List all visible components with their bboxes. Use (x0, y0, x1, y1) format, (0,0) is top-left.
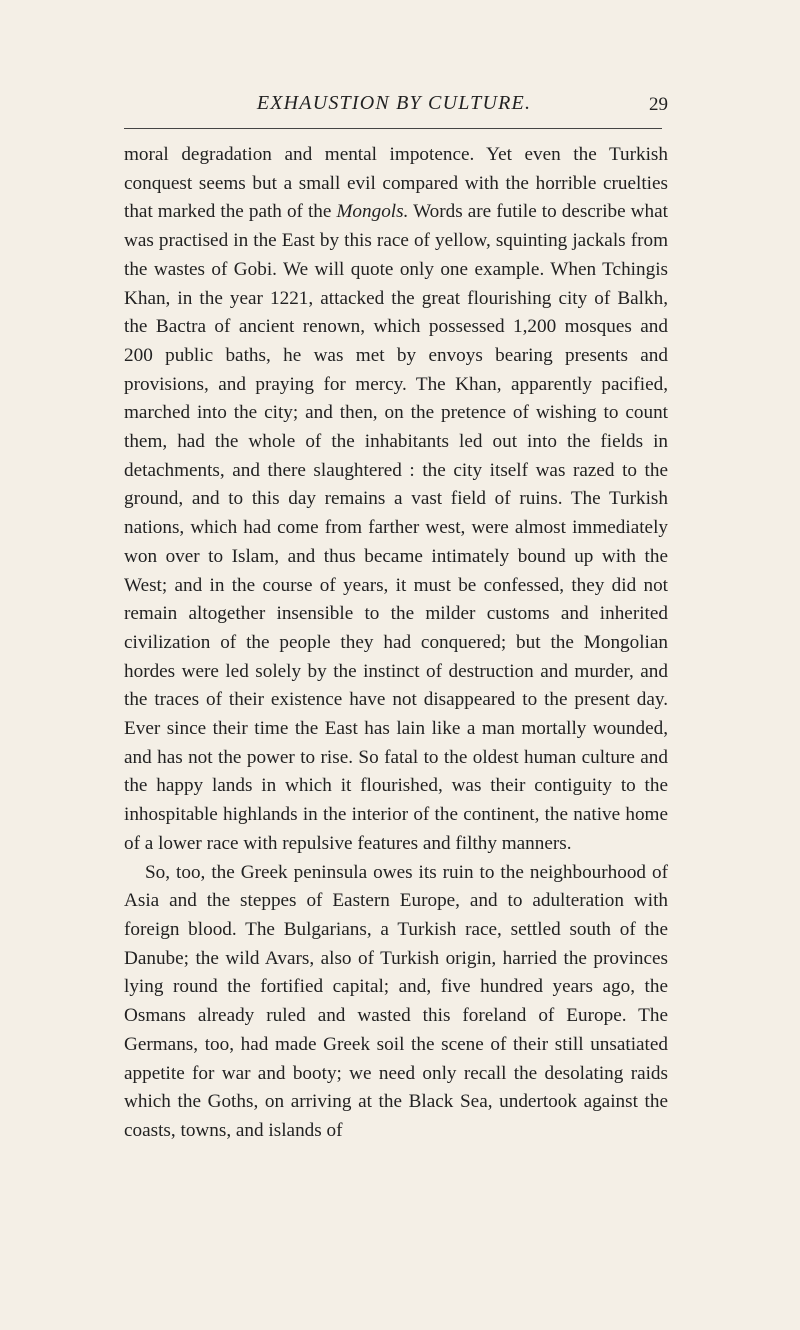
page-number: 29 (649, 94, 668, 115)
paragraph-1-text-start: moral degradation and mental impotence. Yet even the Turkish conquest seems but a small evil compared with the horrible cruelties that marked the path of the (124, 144, 668, 223)
header-rule (124, 128, 662, 129)
paragraph-1-text-end: Words are futile to describe what was practised in the East by this race of yellow, squinting jackals from the wastes of Gobi. We will quote only one example. When Tchingis Khan, in the year 1221, attacked the great flourishing city of Balkh, the Bactra of ancient renown, which possessed 1,200 mosques and 200 public baths, he was met by envoys bearing presents and provisions, and praying for mercy. The Khan, apparently pacified, marched into the city; and then, on the pretence of wishing to count them, had the whole of the inhabitants led out into the fields in detachments, and there slaughtered : the city itself was razed to the ground, and to this day remains a vast field of ruins. The Turkish nations, which had come from farther west, were almost immediately won over to Islam, and thus became intimately bound up with the West; and in the course of years, it must be confessed, they did not remain altogether insensible to the milder customs and inherited civilization of the people they had conquered; but the Mongolian hordes were led solely by the instinct of destruction and murder, and the traces of their existence have not disappeared to the present day. Ever since their time the East has lain like a man mortally wounded, and has not the power to rise. So fatal to the oldest human culture and the happy lands in which it flourished, was their contiguity to the inhospitable highlands in the interior of the continent, the native home of a lower race with repulsive features and filthy manners. (124, 201, 668, 854)
page-header (124, 78, 668, 118)
paragraph-2: So, too, the Greek peninsula owes its ruin to the neighbourhood of Asia and the steppes of Eastern Europe, and to adulteration with foreign blood. The Bulgarians, a Turkish race, settled south of the Danube; the wild Avars, also of Turkish origin, harried the provinces lying round the fortified capital; and, five hundred years ago, the Osmans already ruled and wasted this foreland of Europe. The Germans, too, had made Greek soil the scene of their still unsatiated appetite for war and booty; we need only recall the desolating raids which the Goths, on arriving at the Black Sea, undertook against the coasts, towns, and islands of (124, 861, 668, 1141)
paragraph-1 (124, 141, 668, 859)
paragraph-1-italic-term: Mongols. (336, 201, 409, 223)
body-text (124, 141, 668, 1146)
running-head: EXHAUSTION BY CULTURE. (256, 92, 532, 114)
